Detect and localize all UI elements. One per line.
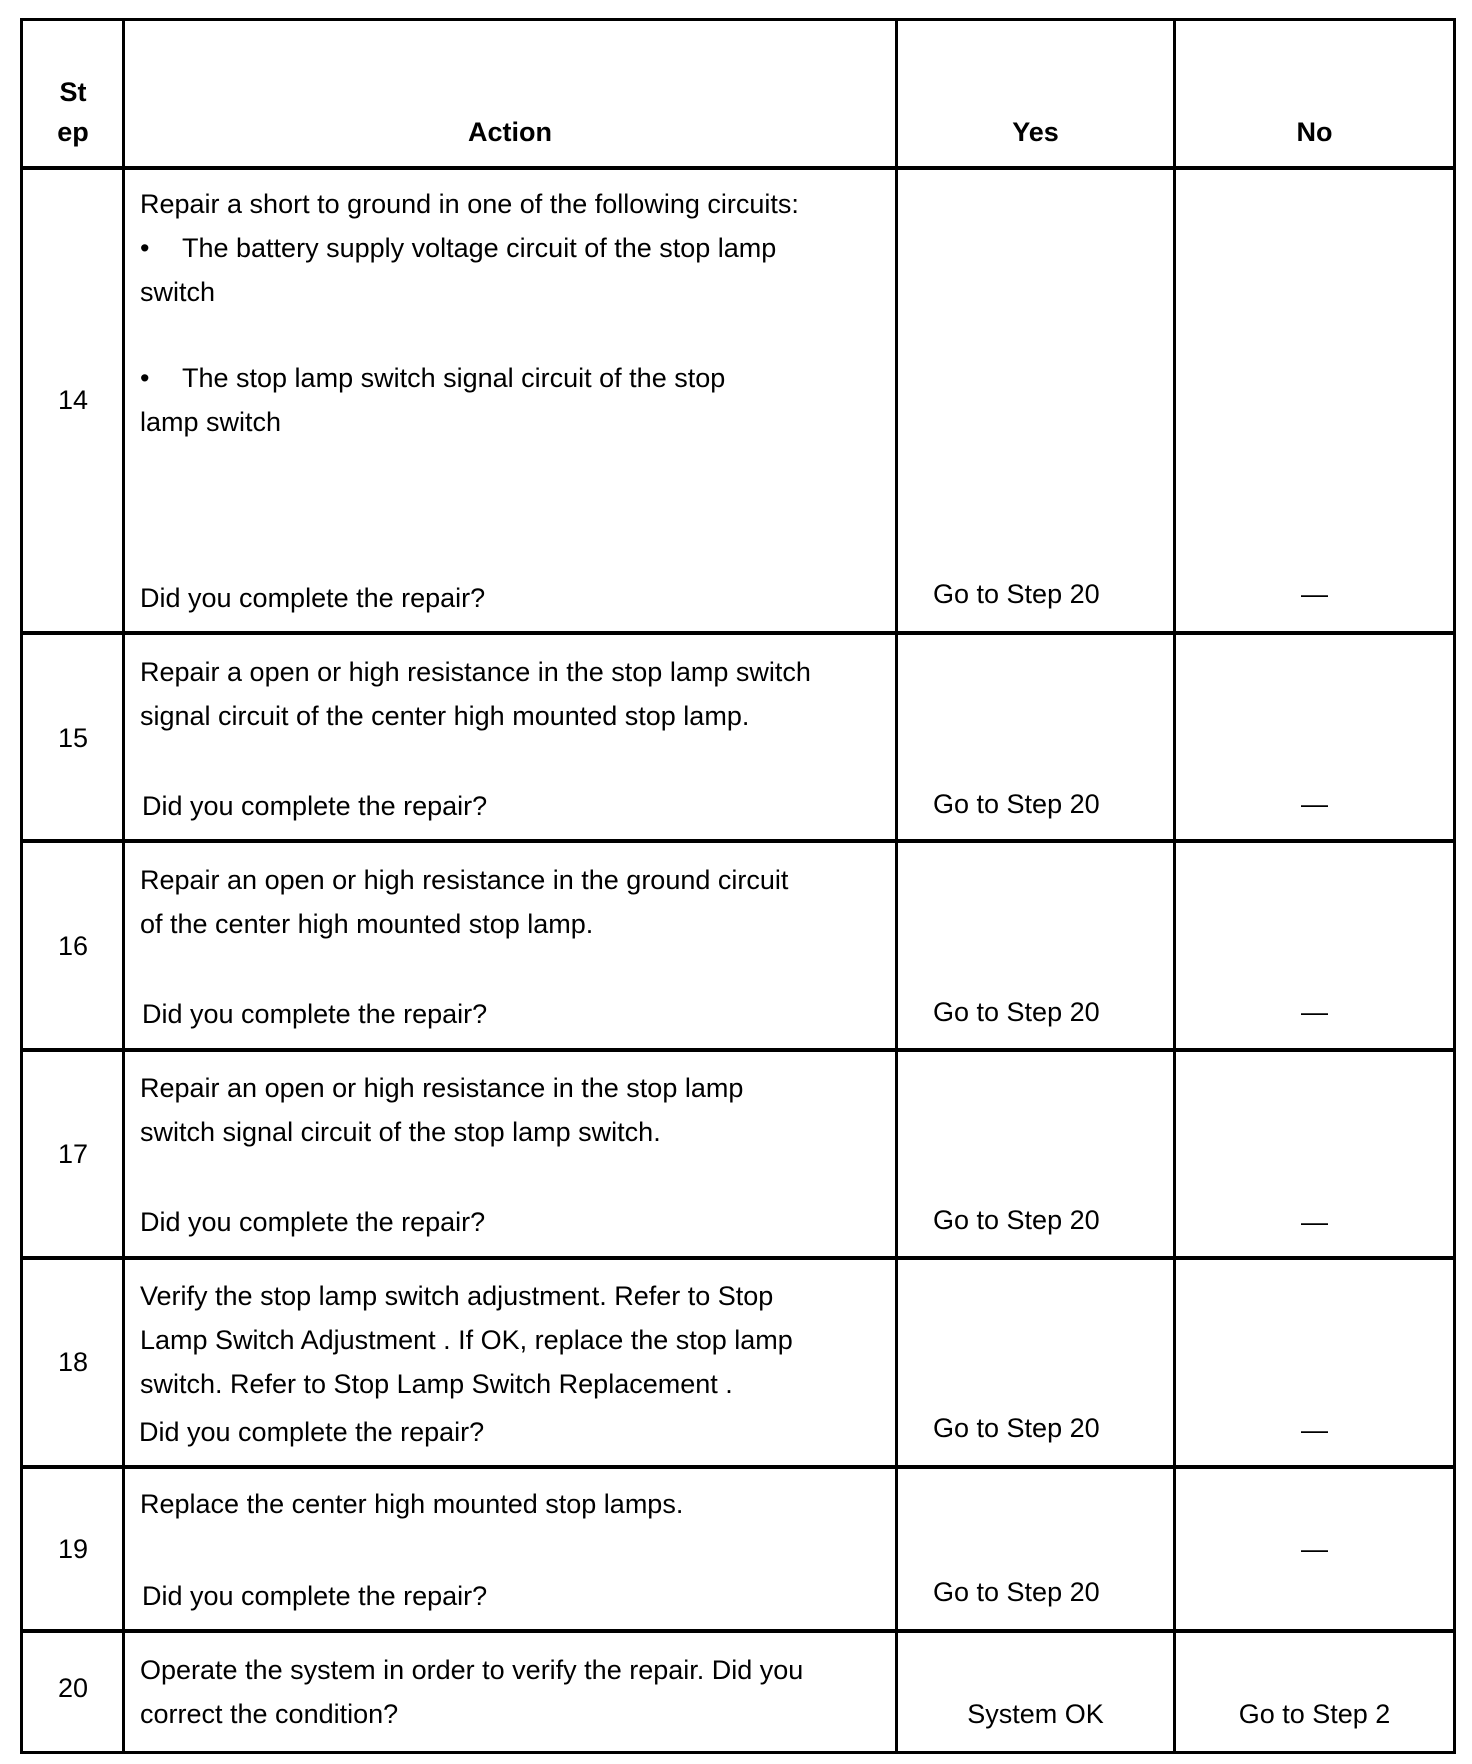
- no-result: —: [1301, 1534, 1328, 1564]
- header-yes: Yes: [1012, 117, 1059, 147]
- bullet-item: • The battery supply voltage circuit of the stop lamp: [140, 226, 776, 270]
- yes-result: Go to Step 20: [933, 997, 1100, 1027]
- header-step-line2: ep: [57, 117, 89, 147]
- action-text: signal circuit of the center high mounted stop lamp.: [140, 701, 750, 731]
- no-result: —: [1301, 997, 1328, 1027]
- yes-result: System OK: [967, 1699, 1104, 1729]
- header-action: Action: [468, 117, 552, 147]
- step-number: 18: [57, 1347, 89, 1377]
- header-no: No: [1296, 117, 1333, 147]
- no-result: —: [1301, 1415, 1328, 1445]
- action-text: switch. Refer to Stop Lamp Switch Replacement .: [140, 1369, 733, 1399]
- question-text: Did you complete the repair?: [140, 583, 486, 613]
- action-text: Repair a open or high resistance in the stop lamp switch: [140, 657, 811, 687]
- row-divider: [20, 1256, 1456, 1260]
- step-number: 14: [57, 385, 89, 415]
- action-text: Replace the center high mounted stop lamps.: [140, 1489, 684, 1519]
- bullet-glyph: •: [140, 233, 150, 263]
- yes-result: Go to Step 20: [933, 1205, 1100, 1235]
- row-divider: [20, 839, 1456, 843]
- bullet-item: • The stop lamp switch signal circuit of the stop: [140, 356, 725, 400]
- question-text: Did you complete the repair?: [139, 1417, 485, 1447]
- action-text: Repair an open or high resistance in the stop lamp: [140, 1073, 744, 1103]
- row-divider: [20, 631, 1456, 635]
- row-divider: [20, 1629, 1456, 1633]
- row-divider: [20, 166, 1456, 170]
- yes-result: Go to Step 20: [933, 789, 1100, 819]
- question-text: Did you complete the repair?: [140, 1207, 486, 1237]
- question-text: Did you complete the repair?: [142, 791, 488, 821]
- question-text: Did you complete the repair?: [142, 1581, 488, 1611]
- action-text: switch signal circuit of the stop lamp switch.: [140, 1117, 661, 1147]
- action-text: of the center high mounted stop lamp.: [140, 909, 594, 939]
- column-divider: [122, 18, 125, 1754]
- action-text: Repair an open or high resistance in the ground circuit: [140, 865, 789, 895]
- yes-result: Go to Step 20: [933, 579, 1100, 609]
- question-text: Did you complete the repair?: [142, 999, 488, 1029]
- no-result: —: [1301, 579, 1328, 609]
- action-text: Verify the stop lamp switch adjustment. Refer to Stop: [140, 1281, 774, 1311]
- step-number: 20: [57, 1673, 89, 1703]
- action-text: Operate the system in order to verify the repair. Did you: [140, 1655, 804, 1685]
- column-divider: [1173, 18, 1176, 1754]
- no-result: Go to Step 2: [1238, 1699, 1391, 1729]
- no-result: —: [1301, 789, 1328, 819]
- bullet-item-continuation: switch: [140, 277, 216, 307]
- bullet-item-continuation: lamp switch: [140, 407, 282, 437]
- action-text: correct the condition?: [140, 1699, 399, 1729]
- step-number: 15: [57, 723, 89, 753]
- row-divider: [20, 1465, 1456, 1469]
- column-divider: [895, 18, 898, 1754]
- no-result: —: [1301, 1207, 1328, 1237]
- step-number: 19: [57, 1534, 89, 1564]
- yes-result: Go to Step 20: [933, 1577, 1100, 1607]
- header-step-line1: St: [59, 77, 87, 107]
- step-number: 16: [57, 931, 89, 961]
- yes-result: Go to Step 20: [933, 1413, 1100, 1443]
- bullet-glyph: •: [140, 363, 150, 393]
- action-text: Repair a short to ground in one of the following circuits:: [140, 189, 799, 219]
- step-number: 17: [57, 1139, 89, 1169]
- action-text: Lamp Switch Adjustment . If OK, replace the stop lamp: [140, 1325, 793, 1355]
- row-divider: [20, 1048, 1456, 1052]
